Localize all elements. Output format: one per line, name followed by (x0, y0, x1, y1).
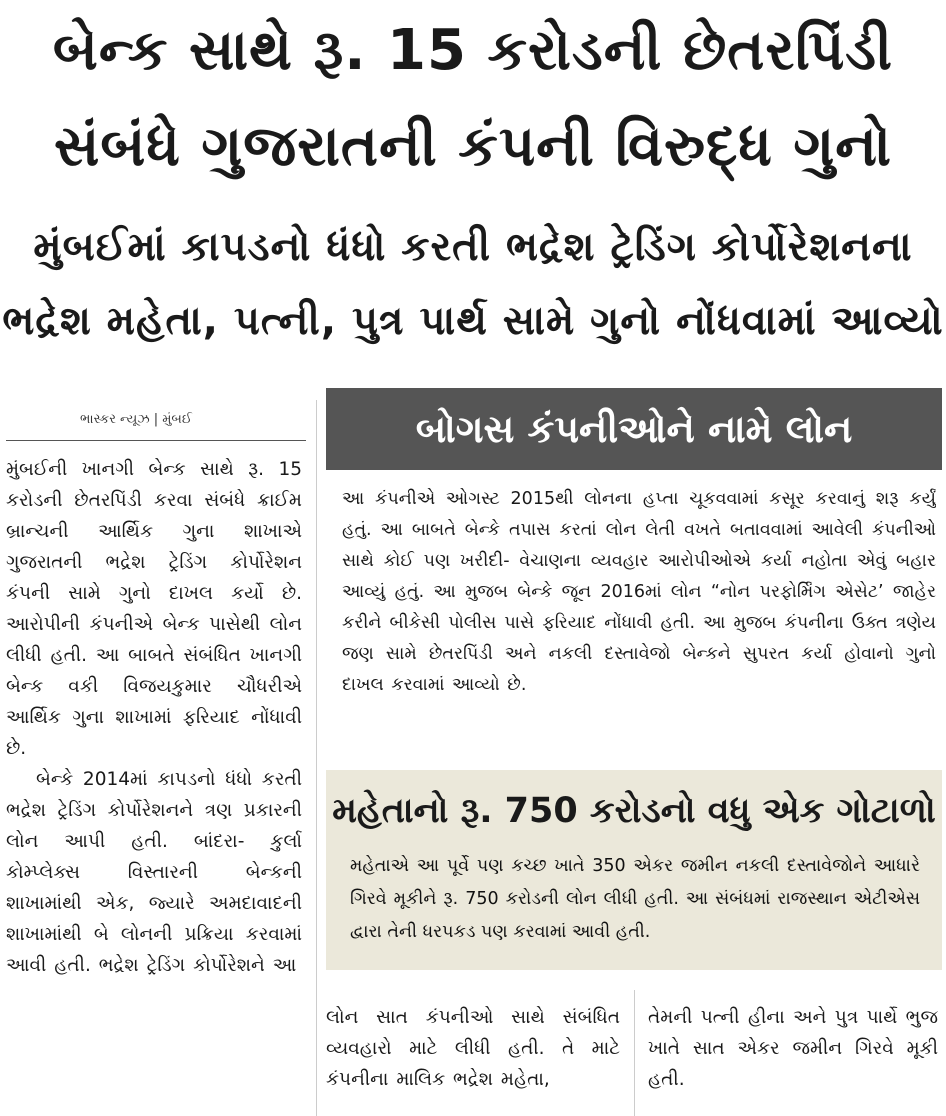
headline-line-2: સંબંધે ગુજરાતની કંપની વિરુદ્ધ ગુનો (53, 114, 893, 179)
box-heading-750-crore: મહેતાનો રૂ. 750 કરોડનો વધુ એક ગોટાળો (332, 791, 936, 831)
article-paragraph-2: બેન્કે 2014માં કાપડનો ધંધો કરતી ભદ્રેશ ટ્રેડિંગ કોર્પોરેશનને ત્રણ પ્રકારની લોન આપી હતી. બાંદરા- કુર્લા કોમ્પ્લેક્સ વિસ્તારની બેન્કની શાખામાંથી એક, જ્યારે અમદાવાદની શાખામાંથી બે લોનની પ્રક્રિયા કરવામાં આવી હતી. ભદ્રેશ ટ્રેડિંગ કોર્પોરેશને આ (6, 769, 302, 976)
box-text-bogus-loans: આ કંપનીએ ઓગસ્ટ 2015થી લોનના હપ્તા ચૂકવવામાં કસૂર કરવાનું શરૂ કર્યું હતું. આ બાબતે બેન્કે તપાસ કરતાં લોન લેતી વખતે બતાવવામાં આવેલી કંપનીઓ સાથે કોઈ પણ ખરીદી- વેચાણના વ્યવહાર આરોપીઓએ કર્યા નહોતા એવું બહાર આવ્યું હતું. આ મુજબ બેન્કે જૂન 2016માં લોન “નોન પરફોર્મિંગ એસેટ’ જાહેર કરીને બીકેસી પોલીસ પાસે ફરિયાદ નોંધાવી હતી. આ મુજબ કંપનીના ઉક્ત ત્રણેય જણ સામે છેતરપિંડી અને નકલી દસ્તાવેજો બેન્કને સુપરત કર્યા હોવાનો ગુનો દાખલ કરવામાં આવ્યો છે. (342, 489, 936, 695)
column-divider (634, 990, 635, 1116)
headline-line-1: બેન્ક સાથે રૂ. 15 કરોડની છેતરપિંડી (52, 18, 894, 83)
highlight-box (326, 770, 942, 970)
article-paragraph-1: મુંબઈની ખાનગી બેન્ક સાથે રૂ. 15 કરોડની છેતરપિંડી કરવા સંબંધે ક્રાઈમ બ્રાન્ચની આર્થિક ગુના શાખાએ ગુજરાતની ભદ્રેશ ટ્રેડિંગ કોર્પોરેશન કંપની સામે ગુનો દાખલ કર્યો છે. આરોપીની કંપનીએ બેન્ક પાસેથી લોન લીધી હતી. આ બાબતે સંબંધિત ખાનગી બેન્ક વકી વિજયકુમાર ચૌધરીએ આર્થિક ગુના શાખામાં ફરિયાદ નોંધાવી છે. (6, 459, 302, 759)
byline: ભાસ્કર ન્યૂઝ | મુંબઈ (80, 412, 192, 427)
subheadline-line-2: ભદ્રેશ મહેતા, પત્ની, પુત્ર પાર્થ સામે ગુનો નોંધવામાં આવ્યો (2, 298, 944, 344)
column-divider (316, 400, 317, 1116)
box-text-750-crore: મહેતાએ આ પૂર્વે પણ કચ્છ ખાતે 350 એકર જમીન નકલી દસ્તાવેજોને આધારે ગિરવે મૂકીને રૂ. 750 કરોડની લોન લીધી હતી. આ સંબંધમાં રાજસ્થાન એટીએસ દ્વારા તેની ધરપકડ પણ કરવામાં આવી હતી. (350, 856, 920, 942)
box-heading-bogus-loans: બોગસ કંપનીઓને નામે લોન (326, 388, 942, 470)
article-column-3: તેમની પત્ની હીના અને પુત્ર પાર્થે ભુજ ખાતે સાત એકર જમીન ગિરવે મૂકી હતી. (648, 1007, 938, 1090)
article-column-2: લોન સાત કંપનીઓ સાથે સંબંધિત વ્યવહારો માટે લીધી હતી. તે માટે કંપનીના માલિક ભદ્રેશ મહેતા, (326, 1007, 620, 1090)
byline-divider (6, 440, 306, 441)
subheadline-line-1: મુંબઈમાં કાપડનો ધંધો કરતી ભદ્રેશ ટ્રેડિંગ કોર્પોરેશનના (33, 224, 913, 270)
article-column-1 (6, 454, 302, 1104)
